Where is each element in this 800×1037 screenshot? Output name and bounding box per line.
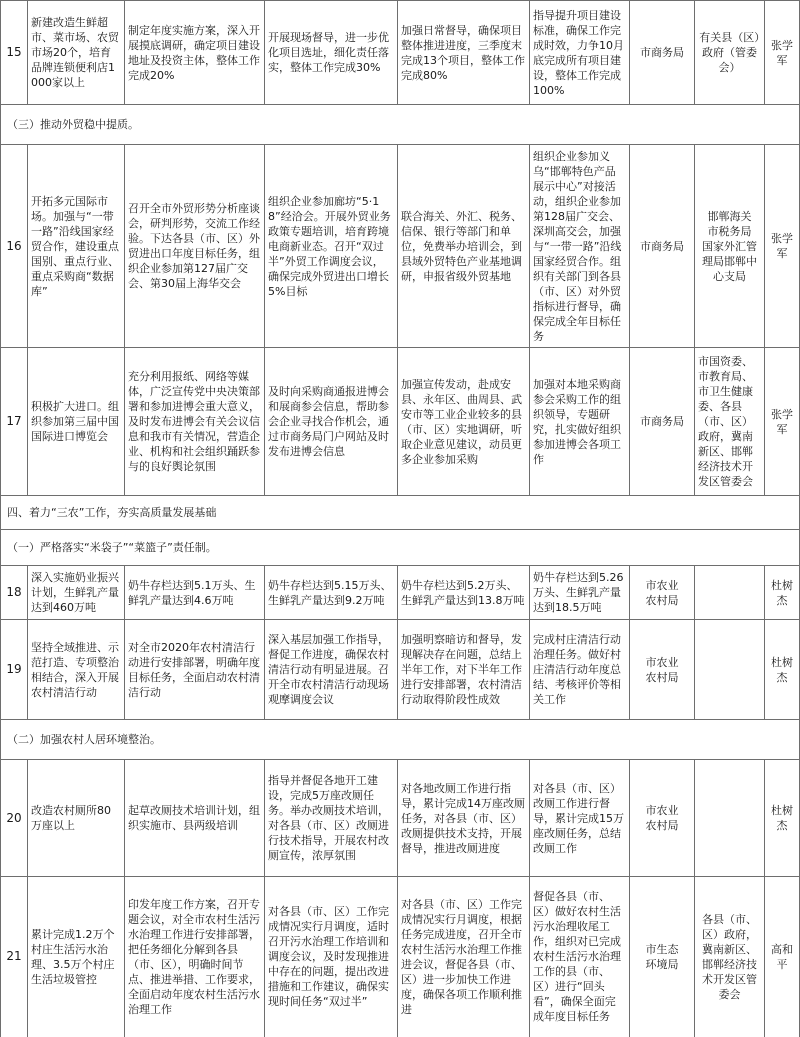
person-cell: 杜树杰 [765,566,800,620]
q3-cell: 奶牛存栏达到5.2万头、生鲜乳产量达到13.8万吨 [398,566,530,620]
q3-cell: 加强日常督导，确保项目整体推进进度，三季度末完成13个项目，整体工作完成80% [398,1,530,105]
responsible-unit-cell: 有关县（区）政府（管委会） [695,1,765,105]
row-number: 19 [1,620,28,720]
q3-cell: 联合海关、外汇、税务、信保、银行等部门和单位，免费举办培训会，到县域外贸特色产业基地调研，申报省级外贸基地 [398,145,530,348]
q2-cell: 对各县（市、区）工作完成情况实行月调度，适时召开污水治理工作培训和调度会议，及时发现推进中存在的问题，提出改进措施和工作建议，确保实现时间任务“双过半” [265,877,398,1037]
part-heading: 四、着力“三农”工作，夯实高质量发展基础 [1,496,800,530]
q4-cell: 奶牛存栏达到5.26万头、生鲜乳产量达到18.5万吨 [530,566,630,620]
row-number: 20 [1,760,28,877]
lead-unit-cell: 市商务局 [630,348,695,496]
lead-unit-cell: 市农业 农村局 [630,620,695,720]
task-cell: 开拓多元国际市场。加强与“一带一路”沿线国家经贸合作，建设重点国别、重点行业、重点采购商“数据库” [28,145,125,348]
responsible-unit-cell [695,620,765,720]
q4-cell: 指导提升项目建设标准，确保工作完成时效，力争10月底完成所有项目建设，整体工作完成100% [530,1,630,105]
person-cell: 张学军 [765,348,800,496]
table-row [1,566,800,620]
q3-cell: 对各县（市、区）工作完成情况实行月调度，根据任务完成进度，召开全市农村生活污水治理工作推进会议，督促各县（市、区）进一步加快工作进度，确保各项工作顺利推进 [398,877,530,1037]
person-cell: 杜树杰 [765,760,800,877]
task-cell: 累计完成1.2万个村庄生活污水治理、3.5万个村庄生活垃圾管控 [28,877,125,1037]
person-cell: 杜树杰 [765,620,800,720]
q1-cell: 召开全市外贸形势分析座谈会，研判形势，交流工作经验。下达各县（市、区）外贸进出口年度目标任务，组织企业参加第127届广交会、第30届上海华交会 [125,145,265,348]
lead-unit-cell: 市生态 环境局 [630,877,695,1037]
row-number: 21 [1,877,28,1037]
section-row [1,720,800,760]
q1-cell: 印发年度工作方案，召开专题会议，对全市农村生活污水治理工作进行安排部署，把任务细化分解到各县（市、区），明确时间节点、推进举措、工作要求，全面启动年度农村生活污水治理工作 [125,877,265,1037]
q1-cell: 制定年度实施方案，深入开展摸底调研，确定项目建设地址及投资主体，整体工作完成20% [125,1,265,105]
person-cell: 张学军 [765,1,800,105]
task-cell: 改造农村厕所80万座以上 [28,760,125,877]
table-row [1,620,800,720]
lead-unit-cell: 市商务局 [630,145,695,348]
task-cell: 积极扩大进口。组织参加第三届中国国际进口博览会 [28,348,125,496]
row-number: 18 [1,566,28,620]
q2-cell: 及时向采购商通报进博会和展商参会信息，帮助参会企业寻找合作机会，通过市商务局门户网站及时发布进博会信息 [265,348,398,496]
q1-cell: 奶牛存栏达到5.1万头、生鲜乳产量达到4.6万吨 [125,566,265,620]
q2-cell: 深入基层加强工作指导，督促工作进度，确保农村清洁行动有明显进展。召开全市农村清洁行动现场观摩调度会议 [265,620,398,720]
q2-cell: 组织企业参加廊坊“5·18”经洽会。开展外贸业务政策专题培训，培育跨境电商新业态。召开“双过半”外贸工作调度会议，确保完成外贸进出口增长5%目标 [265,145,398,348]
table-row [1,145,800,348]
responsible-unit-cell: 邯郸海关 市税务局 国家外汇管理局邯郸中心支局 [695,145,765,348]
row-number: 16 [1,145,28,348]
q4-cell: 督促各县（市、区）做好农村生活污水治理收尾工作，组织对已完成农村生活污水治理工作的县（市、区）进行“回头看”，确保全面完成年度目标任务 [530,877,630,1037]
lead-unit-cell: 市农业 农村局 [630,566,695,620]
q1-cell: 起草改厕技术培训计划，组织实施市、县两级培训 [125,760,265,877]
table-row [1,760,800,877]
person-cell: 张学军 [765,145,800,348]
part-row [1,496,800,530]
section-heading: （三）推动外贸稳中提质。 [1,105,800,145]
q3-cell: 对各地改厕工作进行指导，累计完成14万座改厕任务，对各县（市、区）改厕提供技术支持，开展督导，推进改厕进度 [398,760,530,877]
q1-cell: 对全市2020年农村清洁行动进行安排部署，明确年度目标任务，全面启动农村清洁行动 [125,620,265,720]
responsible-unit-cell: 各县（市、区）政府，冀南新区、邯郸经济技术开发区管委会 [695,877,765,1037]
q1-cell: 充分利用报纸、网络等媒体，广泛宣传党中央决策部署和参加进博会重大意义，及时发布进博会有关会议信息和我市有关情况，营造企业、机构和社会组织踊跃参与的良好舆论氛围 [125,348,265,496]
section-row [1,530,800,566]
person-cell: 高和平 [765,877,800,1037]
task-cell: 坚持全域推进、示范打造、专项整治相结合，深入开展农村清洁行动 [28,620,125,720]
task-cell: 新建改造生鲜超市、菜市场、农贸市场20个，培育品牌连锁便利店1000家以上 [28,1,125,105]
q2-cell: 指导并督促各地开工建设，完成5万座改厕任务。举办改厕技术培训，对各县（市、区）改厕进行技术指导，开展农村改厕宣传，浓厚氛围 [265,760,398,877]
responsible-unit-cell: 市国资委、市教育局、市卫生健康委、各县（市、区）政府，冀南新区、邯郸经济技术开发区管委会 [695,348,765,496]
q2-cell: 奶牛存栏达到5.15万头、生鲜乳产量达到9.2万吨 [265,566,398,620]
table-row [1,348,800,496]
section-heading: （一）严格落实“米袋子”“菜篮子”责任制。 [1,530,800,566]
q2-cell: 开展现场督导，进一步优化项目选址，细化责任落实，整体工作完成30% [265,1,398,105]
responsible-unit-cell [695,760,765,877]
q4-cell: 对各县（市、区）改厕工作进行督导，累计完成15万座改厕任务，总结改厕工作 [530,760,630,877]
q3-cell: 加强明察暗访和督导，发现解决存在问题，总结上半年工作，对下半年工作进行安排部署，农村清洁行动取得阶段性成效 [398,620,530,720]
table-row [1,877,800,1037]
section-row [1,105,800,145]
q4-cell: 组织企业参加义乌“邯郸特色产品展示中心”对接活动，组织企业参加第128届广交会、深圳高交会，加强与“一带一路”沿线国家经贸合作。组织有关部门到各县（市、区）对外贸指标进行督导，确保完成全年目标任务 [530,145,630,348]
section-heading: （二）加强农村人居环境整治。 [1,720,800,760]
table-row [1,1,800,105]
q4-cell: 加强对本地采购商参会采购工作的组织领导，专题研究，扎实做好组织参加进博会各项工作 [530,348,630,496]
q4-cell: 完成村庄清洁行动治理任务。做好村庄清洁行动年度总结、考核评价等相关工作 [530,620,630,720]
task-cell: 深入实施奶业振兴计划，生鲜乳产量达到460万吨 [28,566,125,620]
responsible-unit-cell [695,566,765,620]
row-number: 17 [1,348,28,496]
lead-unit-cell: 市商务局 [630,1,695,105]
lead-unit-cell: 市农业 农村局 [630,760,695,877]
q3-cell: 加强宣传发动，赴成安县、永年区、曲周县、武安市等工业企业较多的县（市、区）实地调研，听取企业意见建议，动员更多企业参加采购 [398,348,530,496]
row-number: 15 [1,1,28,105]
